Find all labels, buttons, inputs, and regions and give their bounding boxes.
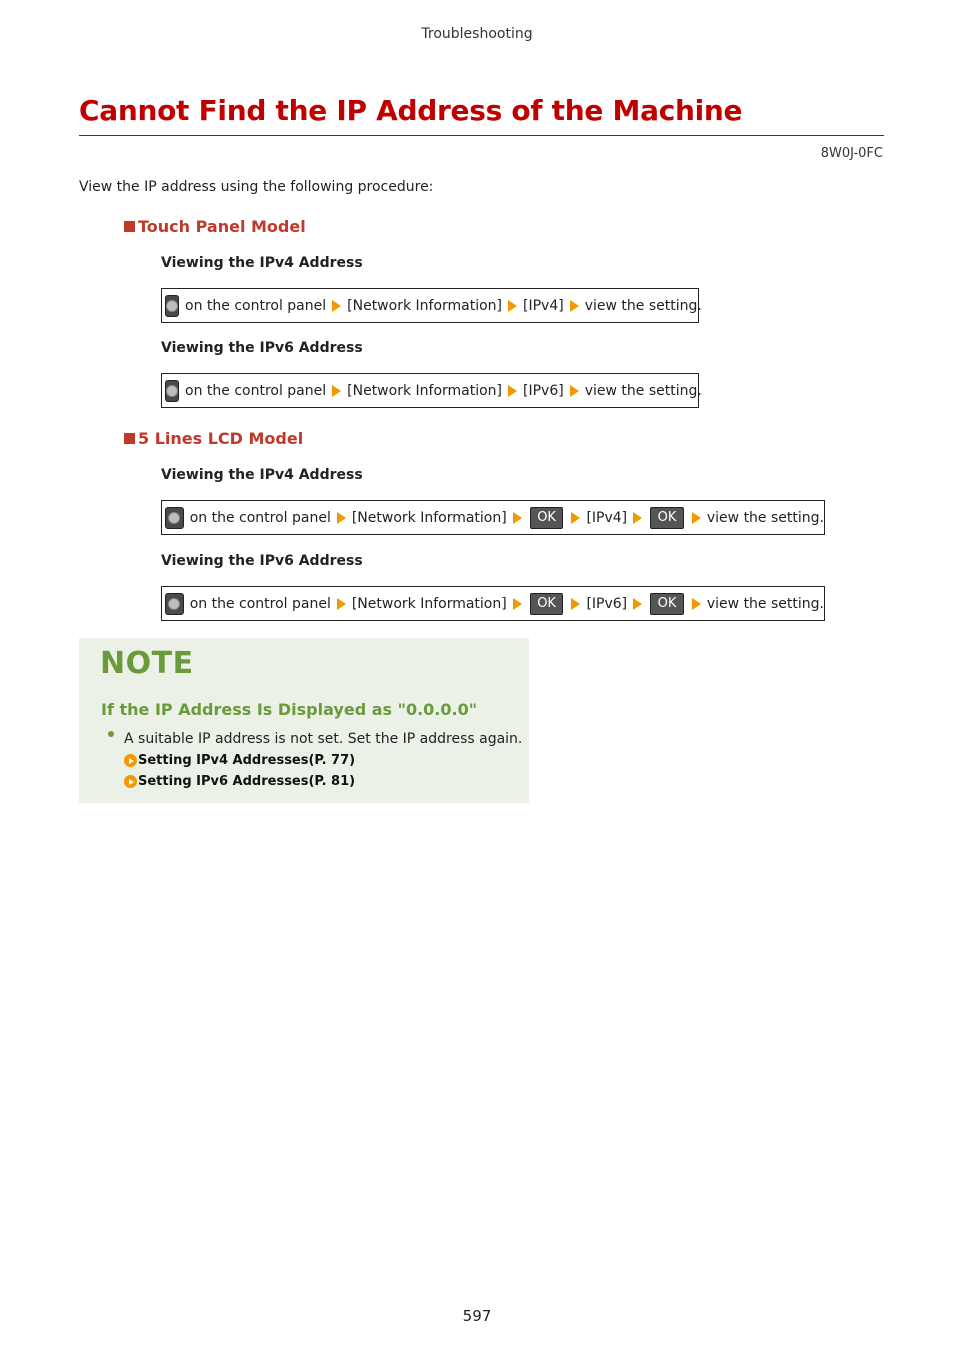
ok-key-icon: OK [530,507,564,529]
procedure-step: [IPv4] [586,509,628,526]
procedure-step: on the control panel [189,595,331,612]
section-heading-5-lines-lcd [124,429,303,448]
section-heading-label: 5 Lines LCD Model [138,429,304,448]
link-arrow-icon [124,775,137,788]
document-code: 8W0J-0FC [820,146,883,161]
procedure-box [161,586,825,621]
bullet-icon [108,731,114,737]
home-key-icon [165,295,179,317]
step-arrow-icon [570,300,579,312]
home-key-icon [165,380,179,402]
procedure-subheading: Viewing the IPv6 Address [161,340,363,356]
step-arrow-icon [692,512,701,524]
step-arrow-icon [337,512,346,524]
procedure-step: [IPv4] [523,297,564,314]
step-arrow-icon [513,512,522,524]
procedure-step: on the control panel [185,297,327,314]
ok-key-icon: OK [530,593,564,615]
step-arrow-icon [692,598,701,610]
procedure-step: view the setting. [584,297,702,314]
procedure-subheading: Viewing the IPv4 Address [161,467,363,483]
note-title: NOTE [100,646,194,681]
procedure-subheading: Viewing the IPv6 Address [161,553,363,569]
step-arrow-icon [508,300,517,312]
procedure-step: [IPv6] [523,382,564,399]
link-arrow-icon [124,754,137,767]
procedure-step: on the control panel [185,382,327,399]
intro-text: View the IP address using the following procedure: [79,179,434,195]
procedure-box [161,373,702,408]
step-arrow-icon [633,512,642,524]
link-setting-ipv4[interactable] [124,753,355,768]
home-key-icon [165,593,184,615]
step-arrow-icon [332,385,341,397]
section-heading-touch-panel [124,217,306,236]
step-arrow-icon [571,598,580,610]
note-box [79,638,529,803]
note-bullet-text: A suitable IP address is not set. Set the IP address again. [124,731,523,747]
note-subheading: If the IP Address Is Displayed as "0.0.0.0" [101,700,478,719]
procedure-step: [Network Information] [351,509,507,526]
procedure-subheading: Viewing the IPv4 Address [161,255,363,271]
step-arrow-icon [633,598,642,610]
step-arrow-icon [513,598,522,610]
procedure-step: on the control panel [189,509,331,526]
ok-key-icon: OK [650,507,684,529]
link-label: Setting IPv6 Addresses(P. 81) [138,774,356,789]
procedure-box [161,288,702,323]
home-key-icon [165,507,184,529]
link-setting-ipv6[interactable] [124,774,355,789]
title-rule [79,135,884,136]
step-arrow-icon [337,598,346,610]
procedure-step: view the setting. [584,382,702,399]
ok-key-icon: OK [650,593,684,615]
procedure-step: [Network Information] [351,595,507,612]
step-arrow-icon [571,512,580,524]
procedure-step: view the setting. [706,595,824,612]
section-marker-icon [124,221,135,232]
procedure-step: [Network Information] [347,297,503,314]
procedure-step: [Network Information] [347,382,503,399]
section-marker-icon [124,433,135,444]
section-heading-label: Touch Panel Model [138,217,306,236]
running-header: Troubleshooting [421,26,533,42]
procedure-step: view the setting. [706,509,824,526]
link-label: Setting IPv4 Addresses(P. 77) [138,753,356,768]
step-arrow-icon [508,385,517,397]
step-arrow-icon [570,385,579,397]
page-number: 597 [462,1307,492,1325]
page-title: Cannot Find the IP Address of the Machine [79,94,743,127]
procedure-box [161,500,825,535]
procedure-step: [IPv6] [586,595,628,612]
step-arrow-icon [332,300,341,312]
